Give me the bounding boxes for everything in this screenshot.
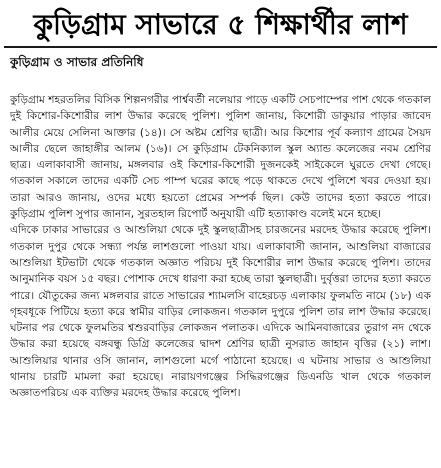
byline: কুড়িগ্রাম ও সাভার প্রতিনিধি xyxy=(10,55,144,69)
article-paragraph: এদিকে ঢাকার সাভারের ও আশুলিয়া থেকে দুই স্কুলছাত্রীসহ চারজনের মরদেহ উদ্ধার করেছে পুলিশ। গতকাল দুপুর থেকে সন্ধ্যা পর্যন্ত লাশগুলো পাওয়া যায়। এলাকাবাসী জানান, আশুলিয়া বাজারের আশুলিয়া ইটভাটা থেকে গতকাল অজ্ঞাত পরিচয় দুই কিশোরীর লাশ উদ্ধার করেছে পুলিশ। তাদের আনুমানিক বয়স ১৫ বছর। পোশাক দেখে ধারণা করা হচ্ছে তারা স্কুলছাত্রী। দুর্বৃত্তরা তাদের হত্যা করতে পারে। যৌতুকের জন্য মঙ্গলবার রাতে সাভারের শ্যামলসি বাহেরচড় এলাকায় ফুলমতি নামে (১৮) এক গৃহবধূকে পিটিয়ে হত্যা করে স্বামীর বাড়ির লোকজন। গতকাল দুপুরে পুলিশ তার লাশ উদ্ধার করেছে। ঘটনার পর থেকে ফুলমতির শ্বশুরবাড়ির লোকজন পলাতক। এদিকে আমিনবাজারের তুরাগ নদ থেকে উদ্ধার করা হয়েছে বঙ্গবন্ধু ডিগ্রি কলেজের দ্বাদশ শ্রেণির ছাত্রী নুসরাত জাহান বৃত্তির (২১) লাশ। আশুলিয়ার থানার ওসি জানান, লাশগুলো মর্গে পাঠানো হয়েছে। এ ঘটনায় সাভার ও আশুলিয়া থানায় চারটি মামলা করা হয়েছে। নারায়ণগঞ্জের সিদ্ধিরগঞ্জের ডিএনডি খাল থেকে গতকাল অজ্ঞাতপরিচয় এক ব্যক্তির মরদেহ উদ্ধার করেছে পুলিশ। xyxy=(10,224,431,400)
article-body xyxy=(10,92,431,466)
headline: কুড়িগ্রাম সাভারে ৫ শিক্ষার্থীর লাশ xyxy=(33,8,408,41)
article-paragraph: কুড়িগ্রাম শহরতলির বিসিক শিল্পনগরীর পার্শ্ববর্তী নলেয়ার পাড়ে একটি সেচপাম্পের পাশ থেকে গতকাল দুই কিশোর-কিশোরীর লাশ উদ্ধার করেছে পুলিশ। পুলিশ জানায়, কিশোরী ডাকুয়ার পাড়ার জাবেদ আলীর মেয়ে সেলিনা আক্তার (১৪)। সে অষ্টম শ্রেণির ছাত্রী। আর কিশোর পূর্ব কল্যাণ গ্রামের সৈয়দ আলীর ছেলে জাহাঙ্গীর আলম (১৬)। সে কুড়িগ্রাম টেকনিক্যাল স্কুল অ্যান্ড কলেজের নবম শ্রেণির ছাত্র। এলাকাবাসী জানায়, মঙ্গলবার ওই কিশোর-কিশোরী দুজনকেই সাইকেলে ঘুরতে দেখা গেছে। গতকাল সকালে তাদের একটি সেচ পাম্প ঘরের কাছে পড়ে থাকতে দেখে পুলিশে খবর দেওয়া হয়। তারা আরও জানায়, ওদের মধ্যে হয়তো প্রেমের সম্পর্ক ছিল। কেউ তাদের হত্যা করতে পারে। কুড়িগ্রাম পুলিশ সুপার জানান, সুরতহাল রিপোর্ট অনুযায়ী এটি হত্যাকাণ্ড বলেই মনে হচ্ছে। xyxy=(10,94,431,221)
